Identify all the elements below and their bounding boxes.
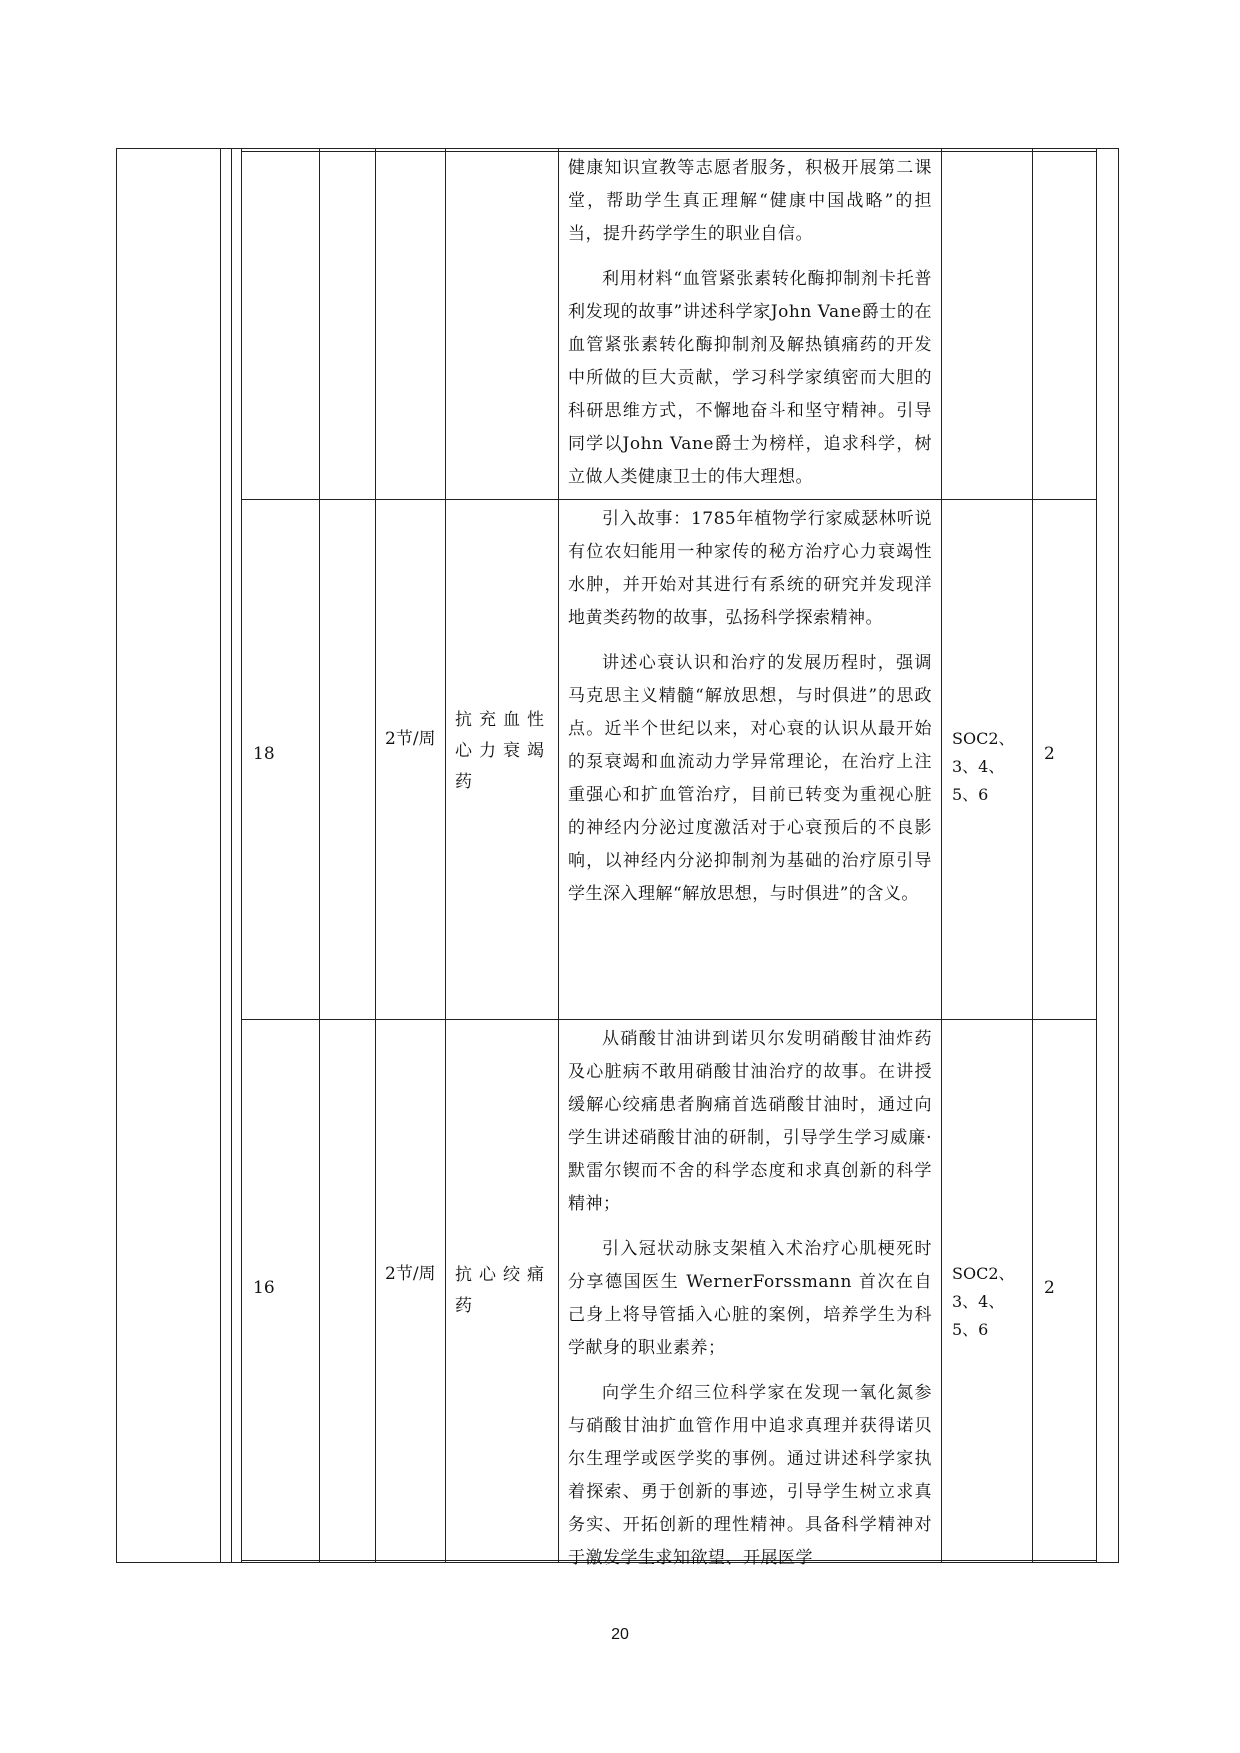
column-divider <box>241 148 242 1563</box>
hours-cell: 2节/周 <box>385 729 436 749</box>
content-cell <box>568 503 932 923</box>
page-number: 20 <box>611 1626 629 1643</box>
content-paragraph: 讲述心衰认识和治疗的发展历程时，强调马克思主义精髓“解放思想，与时俱进”的思政点。近半个世纪以来，对心衰的认识从最开始的泵衰竭和血流动力学异常理论，在治疗上注重强心和扩血管治疗，目前已转变为重视心脏的神经内分泌过度激活对于心衰预后的不良影响，以神经内分泌抑制剂为基础的治疗原引导学生深入理解“解放思想，与时俱进”的含义。 <box>568 653 932 904</box>
column-divider <box>319 148 320 1563</box>
content-paragraph: 从硝酸甘油讲到诺贝尔发明硝酸甘油炸药及心脏病不敢用硝酸甘油治疗的故事。在讲授缓解心绞痛患者胸痛首选硝酸甘油时，通过向学生讲述硝酸甘油的研制，引导学生学习威廉·默雷尔锲而不舍的科学态度和求真创新的科学精神； <box>568 1029 932 1214</box>
content-cell <box>568 1023 932 1587</box>
content-paragraph: 引入故事：1785年植物学行家威瑟林听说有位农妇能用一种家传的秘方治疗心力衰竭性水肿，并开始对其进行有系统的研究并发现洋地黄类药物的故事，弘扬科学探索精神。 <box>568 509 932 628</box>
column-divider <box>941 148 942 1563</box>
column-divider <box>375 148 376 1563</box>
topic-cell: 抗心绞痛药 <box>455 1265 551 1316</box>
column-divider <box>558 148 559 1563</box>
content-cell <box>568 152 932 506</box>
outcomes-cell: SOC2、3、4、5、6 <box>952 1264 1015 1339</box>
content-paragraph: 引入冠状动脉支架植入术治疗心肌梗死时分享德国医生 WernerForssmann 首次在自己身上将导管插入心脏的案例，培养学生为科学献身的职业素养； <box>568 1239 932 1358</box>
column-divider <box>1032 148 1033 1563</box>
column-divider <box>445 148 446 1563</box>
hours-cell: 2节/周 <box>385 1264 436 1284</box>
week-cell: 16 <box>253 1278 275 1298</box>
rank-cell: 2 <box>1044 1278 1055 1298</box>
column-divider <box>231 148 232 1563</box>
rank-cell: 2 <box>1044 744 1055 764</box>
week-cell: 18 <box>253 744 275 764</box>
row-divider <box>241 1019 1096 1020</box>
content-paragraph: 健康知识宣教等志愿者服务，积极开展第二课堂，帮助学生真正理解“健康中国战略”的担当，提升药学学生的职业自信。 <box>568 158 932 244</box>
content-paragraph: 利用材料“血管紧张素转化酶抑制剂卡托普利发现的故事”讲述科学家John Vane爵士的在血管紧张素转化酶抑制剂及解热镇痛药的开发中所做的巨大贡献，学习科学家缜密而大胆的科研思维方式，不懈地奋斗和坚守精神。引导同学以John Vane爵士为榜样，追求科学，树立做人类健康卫士的伟大理想。 <box>568 269 932 487</box>
topic-cell: 抗充血性心力衰竭药 <box>455 710 551 792</box>
column-divider <box>220 148 221 1563</box>
column-divider <box>1096 148 1097 1563</box>
content-paragraph: 向学生介绍三位科学家在发现一氧化氮参与硝酸甘油扩血管作用中追求真理并获得诺贝尔生理学或医学奖的事例。通过讲述科学家执着探索、勇于创新的事迹，引导学生树立求真务实、开拓创新的理性精神。具备科学精神对于激发学生求知欲望、开展医学 <box>568 1383 932 1568</box>
outcomes-cell: SOC2、3、4、5、6 <box>952 729 1015 804</box>
